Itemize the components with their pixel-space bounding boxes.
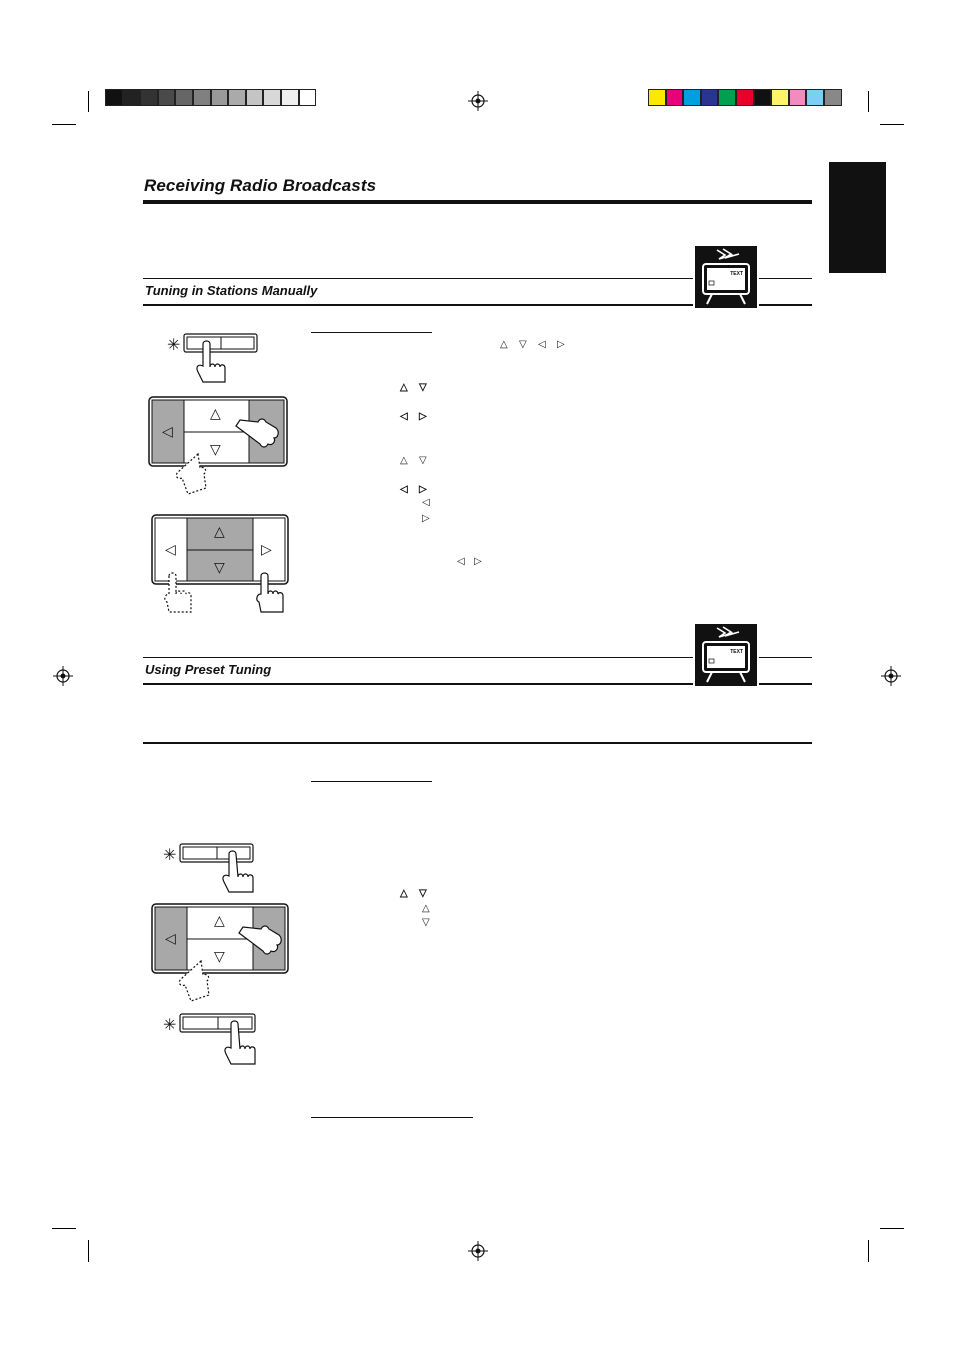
crop-mark <box>868 1240 869 1262</box>
color-swatch <box>281 89 299 106</box>
color-swatch <box>228 89 246 106</box>
up-arrow-icon: △ <box>210 405 221 421</box>
down-arrow-icon: ▽ <box>210 441 221 457</box>
tv-screen-icon <box>695 624 757 686</box>
up-arrow-icon: △ <box>400 382 408 393</box>
right-arrow-icon: ▷ <box>261 541 272 557</box>
up-arrow-icon: △ <box>422 903 430 914</box>
heading-underline <box>311 1117 473 1118</box>
down-arrow-icon: ▽ <box>519 339 527 350</box>
color-swatch <box>123 89 141 106</box>
left-arrow-icon: ◁ <box>422 497 430 508</box>
crop-mark <box>52 124 76 125</box>
color-swatch <box>158 89 176 106</box>
color-registration-bar <box>648 89 842 106</box>
up-arrow-icon: △ <box>400 455 408 466</box>
right-arrow-icon: ▷ <box>419 411 427 422</box>
color-swatch <box>299 89 317 106</box>
heading-underline <box>311 781 432 782</box>
color-swatch <box>683 89 701 106</box>
language-tab <box>829 162 886 273</box>
cursor-pad-illustration <box>148 396 290 500</box>
crop-mark <box>880 124 904 125</box>
color-swatch <box>736 89 754 106</box>
crop-mark <box>88 91 89 112</box>
section-rule-top <box>759 657 812 658</box>
divider-rule <box>143 742 812 744</box>
color-swatch <box>771 89 789 106</box>
right-arrow-icon: ▷ <box>419 484 427 495</box>
color-swatch <box>789 89 807 106</box>
section-rule-bottom <box>143 304 693 306</box>
down-arrow-icon: ▽ <box>422 917 430 928</box>
section-title-preset-tuning: Using Preset Tuning <box>145 662 272 677</box>
section-rule-bottom <box>759 304 812 306</box>
color-swatch <box>140 89 158 106</box>
tv-screen-icon <box>695 246 757 308</box>
color-swatch <box>193 89 211 106</box>
crop-mark <box>868 91 869 112</box>
color-swatch <box>211 89 229 106</box>
color-swatch <box>806 89 824 106</box>
down-arrow-icon: ▽ <box>419 888 427 899</box>
left-arrow-icon: ◁ <box>400 484 408 495</box>
flash-star-icon: ✳ <box>163 1015 177 1034</box>
page-title: Receiving Radio Broadcasts <box>144 176 377 195</box>
color-swatch <box>246 89 264 106</box>
crop-mark <box>880 1228 904 1229</box>
left-arrow-icon: ◁ <box>400 411 408 422</box>
registration-target-icon <box>53 666 73 686</box>
flash-star-icon: ✳ <box>167 335 181 354</box>
color-swatch <box>263 89 281 106</box>
down-arrow-icon: ▽ <box>419 382 427 393</box>
button-press-illustration <box>163 1010 263 1068</box>
heading-underline <box>311 332 432 333</box>
cursor-pad-illustration <box>151 903 293 1007</box>
registration-target-icon <box>468 1241 488 1261</box>
cursor-pad-illustration <box>151 514 291 616</box>
tv-label: TEXT <box>730 649 743 655</box>
flash-star-icon: ✳ <box>163 845 177 864</box>
button-press-illustration <box>165 330 265 386</box>
section-rule-bottom <box>143 683 693 685</box>
left-arrow-icon: ◁ <box>165 930 176 946</box>
color-swatch <box>666 89 684 106</box>
color-swatch <box>754 89 772 106</box>
registration-target-icon <box>881 666 901 686</box>
section-rule-top <box>759 278 812 279</box>
up-arrow-icon: △ <box>400 888 408 899</box>
button-press-illustration <box>163 840 263 896</box>
up-arrow-icon: △ <box>214 523 225 539</box>
down-arrow-icon: ▽ <box>419 455 427 466</box>
color-swatch <box>824 89 842 106</box>
crop-mark <box>52 1228 76 1229</box>
section-title-manual-tuning: Tuning in Stations Manually <box>145 283 318 298</box>
left-arrow-icon: ◁ <box>538 339 546 350</box>
color-swatch <box>701 89 719 106</box>
right-arrow-icon: ▷ <box>422 513 430 524</box>
color-swatch <box>105 89 123 106</box>
color-swatch <box>718 89 736 106</box>
up-arrow-icon: △ <box>214 912 225 928</box>
title-rule <box>143 200 812 204</box>
grayscale-registration-bar <box>105 89 316 106</box>
section-rule-bottom <box>759 683 812 685</box>
section-rule-top <box>143 657 693 658</box>
crop-mark <box>88 1240 89 1262</box>
tv-label: TEXT <box>730 271 743 277</box>
right-arrow-icon: ▷ <box>557 339 565 350</box>
left-arrow-icon: ◁ <box>162 423 173 439</box>
color-swatch <box>175 89 193 106</box>
left-arrow-icon: ◁ <box>165 541 176 557</box>
down-arrow-icon: ▽ <box>214 948 225 964</box>
registration-target-icon <box>468 91 488 111</box>
color-swatch <box>648 89 666 106</box>
down-arrow-icon: ▽ <box>214 559 225 575</box>
section-rule-top <box>143 278 693 279</box>
right-arrow-icon: ▷ <box>474 556 482 567</box>
left-arrow-icon: ◁ <box>457 556 465 567</box>
up-arrow-icon: △ <box>500 339 508 350</box>
